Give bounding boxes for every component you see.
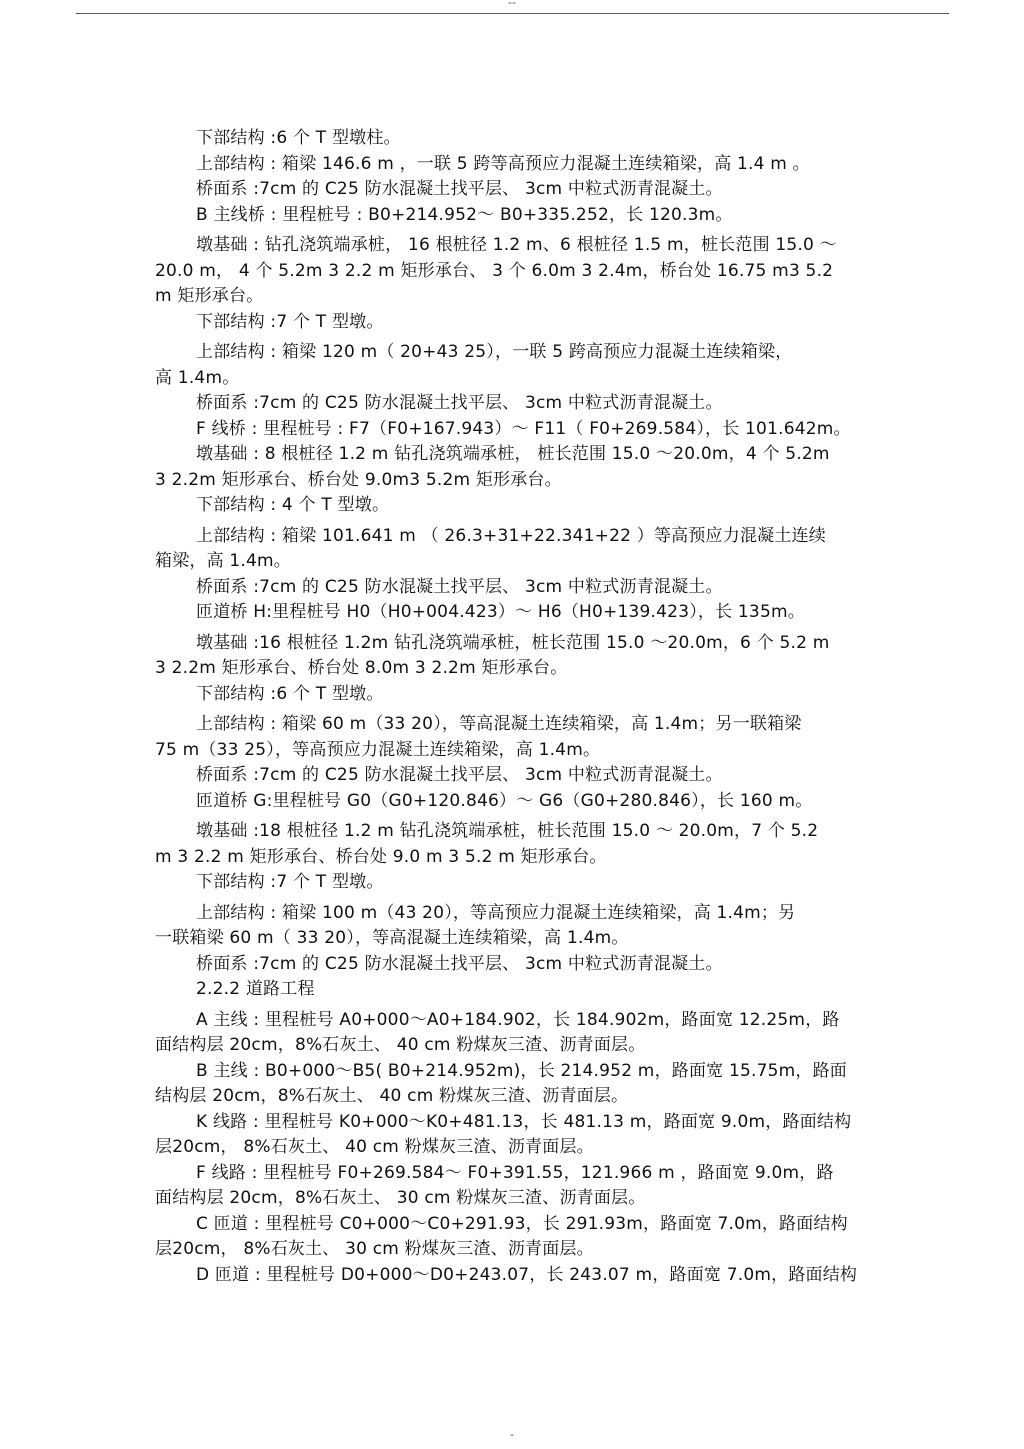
text-line: m 3 2.2 m 矩形承台、桥台处 9.0 m 3 5.2 m 矩形承台。 <box>155 846 607 867</box>
text-line: 上部结构 : 箱梁 60 m（33 20），等高混凝土连续箱梁，高 1.4m；另一联箱梁 <box>196 714 802 734</box>
text-line: 桥面系 :7cm 的 C25 防水混凝土找平层、 3cm 中粒式沥青混凝土。 <box>196 953 723 974</box>
section-heading: 2.2.2 道路工程 <box>196 979 315 999</box>
text-line: 下部结构 :7 个 T 型墩。 <box>196 311 384 332</box>
document-body <box>155 126 890 1288</box>
text-line: C 匝道 : 里程桩号 C0+000～C0+291.93，长 291.93m，路面宽 7.0m，路面结构 <box>196 1213 848 1234</box>
text-line: 高 1.4m。 <box>155 367 240 388</box>
text-line: 层20cm， 8%石灰土、 30 cm 粉煤灰三渣、沥青面层。 <box>155 1239 594 1259</box>
text-line: 桥面系 :7cm 的 C25 防水混凝土找平层、 3cm 中粒式沥青混凝土。 <box>196 576 723 597</box>
text-line: 桥面系 :7cm 的 C25 防水混凝土找平层、 3cm 中粒式沥青混凝土。 <box>196 765 723 785</box>
header-rule <box>76 13 949 14</box>
text-line: 下部结构 : 4 个 T 型墩。 <box>196 495 390 515</box>
text-line: B 主线桥 : 里程桩号 : B0+214.952～ B0+335.252，长 120.3m。 <box>196 204 733 225</box>
text-line: m 矩形承台。 <box>155 286 264 306</box>
header-mark: -- <box>508 0 516 9</box>
text-line: D 匝道 : 里程桩号 D0+000～D0+243.07，长 243.07 m，路面宽 7.0m，路面结构 <box>196 1264 858 1285</box>
text-line: 下部结构 :6 个 T 型墩柱。 <box>196 128 401 148</box>
text-line: 75 m（33 25），等高预应力混凝土连续箱梁，高 1.4m。 <box>155 739 601 760</box>
text-line: B 主线 : B0+000～B5( B0+214.952m)，长 214.952 m，路面宽 15.75m，路面 <box>196 1060 847 1081</box>
text-line: 下部结构 :6 个 T 型墩。 <box>196 683 384 704</box>
text-line: 3 2.2m 矩形承台、桥台处 8.0m 3 2.2m 矩形承台。 <box>155 658 568 678</box>
text-line: 匝道桥 H:里程桩号 H0（H0+004.423）～ H6（H0+139.423），长 135m。 <box>196 602 805 622</box>
text-line: 下部结构 :7 个 T 型墩。 <box>196 872 384 892</box>
text-line: 墩基础 : 8 根桩径 1.2 m 钻孔浇筑端承桩， 桩长范围 15.0 ～20.0m，4 个 5.2m <box>196 444 830 464</box>
text-line: 上部结构 : 箱梁 120 m（ 20+43 25），一联 5 跨高预应力混凝土连续箱梁， <box>196 342 793 362</box>
text-line: 20.0 m， 4 个 5.2m 3 2.2 m 矩形承台、 3 个 6.0m 3 2.4m，桥台处 16.75 m3 5.2 <box>155 260 834 281</box>
text-line: 层20cm， 8%石灰土、 40 cm 粉煤灰三渣、沥青面层。 <box>155 1137 594 1157</box>
text-line: F 线路 : 里程桩号 F0+269.584～ F0+391.55，121.966 m ，路面宽 9.0m，路 <box>196 1162 834 1183</box>
footer-mark: - <box>510 1428 514 1441</box>
text-line: 上部结构 : 箱梁 100 m（43 20），等高预应力混凝土连续箱梁，高 1.4m；另 <box>196 902 796 923</box>
text-line: 面结构层 20cm，8%石灰土、 30 cm 粉煤灰三渣、沥青面层。 <box>155 1188 646 1208</box>
text-line: 箱梁，高 1.4m。 <box>155 551 291 571</box>
text-line: 面结构层 20cm，8%石灰土、 40 cm 粉煤灰三渣、沥青面层。 <box>155 1035 646 1055</box>
text-line: 上部结构 : 箱梁 101.641 m （ 26.3+31+22.341+22 ）等高预应力混凝土连续 <box>196 525 826 546</box>
text-line: 桥面系 :7cm 的 C25 防水混凝土找平层、 3cm 中粒式沥青混凝土。 <box>196 179 723 199</box>
text-line: 3 2.2m 矩形承台、桥台处 9.0m3 5.2m 矩形承台。 <box>155 469 562 490</box>
text-line: F 线桥 : 里程桩号 : F7（F0+167.943）～ F11（ F0+269.584），长 101.642m。 <box>196 418 851 439</box>
text-line: A 主线 : 里程桩号 A0+000～A0+184.902，长 184.902m，路面宽 12.25m，路 <box>196 1009 840 1030</box>
text-line: 桥面系 :7cm 的 C25 防水混凝土找平层、 3cm 中粒式沥青混凝土。 <box>196 393 723 413</box>
text-line: 结构层 20cm，8%石灰土、 40 cm 粉煤灰三渣、沥青面层。 <box>155 1086 629 1106</box>
text-line: 墩基础 :18 根桩径 1.2 m 钻孔浇筑端承桩，桩长范围 15.0 ～ 20.0m，7 个 5.2 <box>196 821 819 841</box>
text-line: 墩基础 :16 根桩径 1.2m 钻孔浇筑端承桩，桩长范围 15.0 ～20.0m，6 个 5.2 m <box>196 632 830 653</box>
text-line: 一联箱梁 60 m（ 33 20），等高混凝土连续箱梁，高 1.4m。 <box>155 928 629 948</box>
text-line: 上部结构 : 箱梁 146.6 m ，一联 5 跨等高预应力混凝土连续箱梁，高 1.4 m 。 <box>196 153 810 174</box>
text-line: K 线路 : 里程桩号 K0+000～K0+481.13，长 481.13 m，路面宽 9.0m，路面结构 <box>196 1111 852 1132</box>
text-line: 墩基础 : 钻孔浇筑端承桩， 16 根桩径 1.2 m、6 根桩径 1.5 m，桩长范围 15.0 ～ <box>196 235 837 255</box>
text-line: 匝道桥 G:里程桩号 G0（G0+120.846）～ G6（G0+280.846），长 160 m。 <box>196 790 813 811</box>
